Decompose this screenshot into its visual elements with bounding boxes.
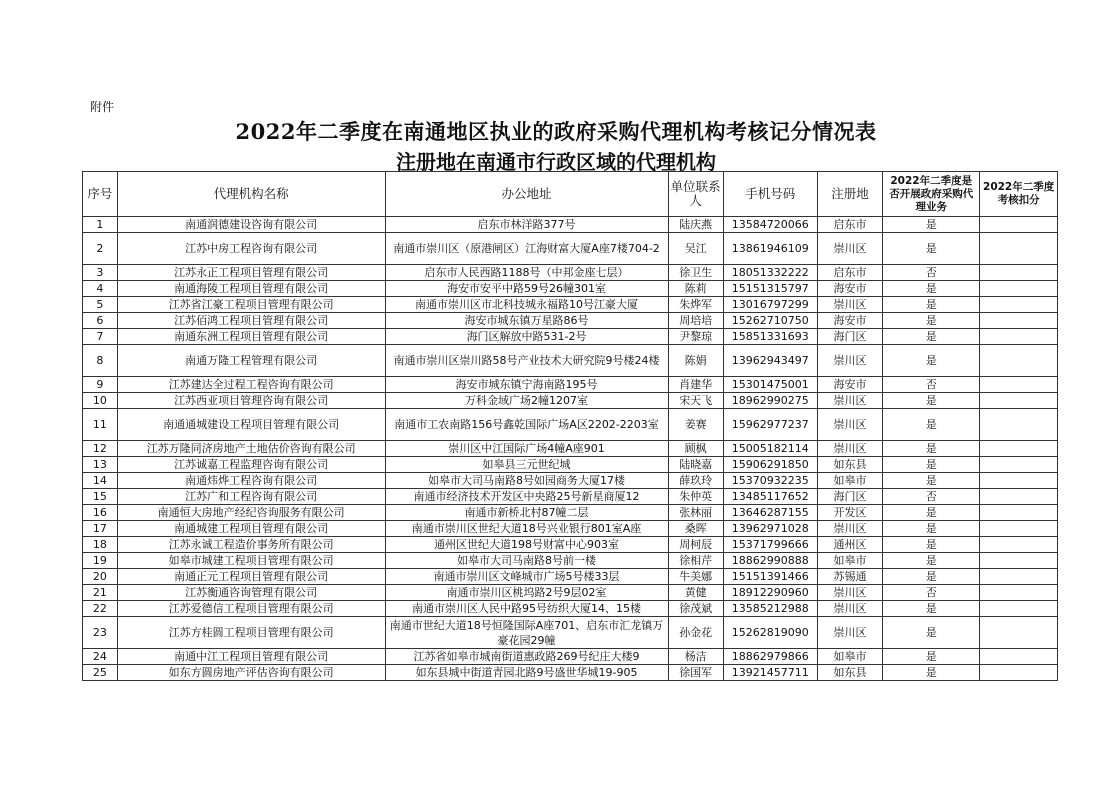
cell-index: 1 <box>83 217 118 233</box>
cell-deduction <box>980 521 1058 537</box>
cell-index: 8 <box>83 345 118 377</box>
cell-address: 通州区世纪大道198号财富中心903室 <box>385 537 668 553</box>
col-header-index: 序号 <box>83 172 118 217</box>
table-row <box>83 569 1058 585</box>
table-row <box>83 345 1058 377</box>
cell-contact: 牛美娜 <box>668 569 723 585</box>
cell-region: 崇川区 <box>817 233 882 265</box>
cell-region: 启东市 <box>817 265 882 281</box>
cell-business: 是 <box>883 329 980 345</box>
cell-name: 南通东洲工程项目管理有限公司 <box>117 329 385 345</box>
table-row <box>83 457 1058 473</box>
cell-deduction <box>980 281 1058 297</box>
table-row <box>83 297 1058 313</box>
cell-name: 江苏万隆同济房地产土地估价咨询有限公司 <box>117 441 385 457</box>
cell-address: 海安市安平中路59号26幢301室 <box>385 281 668 297</box>
cell-address: 南通市崇川区人民中路95号纺织大厦14、15楼 <box>385 601 668 617</box>
page-title: 2022年二季度在南通地区执业的政府采购代理机构考核记分情况表 <box>235 119 877 144</box>
cell-contact: 徐卫生 <box>668 265 723 281</box>
cell-address: 海门区解放中路531-2号 <box>385 329 668 345</box>
cell-deduction <box>980 505 1058 521</box>
cell-phone: 13585212988 <box>723 601 817 617</box>
cell-business: 是 <box>883 569 980 585</box>
cell-business: 否 <box>883 489 980 505</box>
cell-business: 是 <box>883 617 980 649</box>
cell-index: 6 <box>83 313 118 329</box>
cell-contact: 朱烨军 <box>668 297 723 313</box>
cell-contact: 杨洁 <box>668 649 723 665</box>
cell-business: 是 <box>883 457 980 473</box>
cell-deduction <box>980 649 1058 665</box>
cell-name: 南通正元工程项目管理有限公司 <box>117 569 385 585</box>
cell-phone: 13485117652 <box>723 489 817 505</box>
cell-contact: 陈娟 <box>668 345 723 377</box>
cell-deduction <box>980 569 1058 585</box>
cell-name: 南通通城建设工程项目管理有限公司 <box>117 409 385 441</box>
cell-address: 南通市崇川区桃坞路2号9层02室 <box>385 585 668 601</box>
cell-index: 19 <box>83 553 118 569</box>
cell-phone: 18862990888 <box>723 553 817 569</box>
cell-index: 4 <box>83 281 118 297</box>
col-header-business: 2022年二季度是否开展政府采购代理业务 <box>883 172 980 217</box>
cell-name: 江苏佰鸿工程项目管理有限公司 <box>117 313 385 329</box>
cell-contact: 徐茂斌 <box>668 601 723 617</box>
cell-region: 崇川区 <box>817 585 882 601</box>
cell-index: 2 <box>83 233 118 265</box>
cell-business: 是 <box>883 233 980 265</box>
cell-address: 海安市城东镇万星路86号 <box>385 313 668 329</box>
cell-index: 25 <box>83 665 118 681</box>
cell-address: 万科金域广场2幢1207室 <box>385 393 668 409</box>
cell-name: 江苏西亚项目管理咨询有限公司 <box>117 393 385 409</box>
table-row <box>83 585 1058 601</box>
cell-index: 3 <box>83 265 118 281</box>
cell-index: 13 <box>83 457 118 473</box>
cell-business: 是 <box>883 473 980 489</box>
table-row <box>83 393 1058 409</box>
cell-address: 南通市世纪大道18号恒隆国际A座701、启东市汇龙镇万豪花园29幢 <box>385 617 668 649</box>
attachment-label: 附件 <box>90 100 115 114</box>
cell-name: 江苏衡通咨询管理有限公司 <box>117 585 385 601</box>
cell-phone: 15262710750 <box>723 313 817 329</box>
cell-contact: 陆晓嘉 <box>668 457 723 473</box>
cell-region: 海安市 <box>817 313 882 329</box>
col-header-phone: 手机号码 <box>723 172 817 217</box>
cell-phone: 13646287155 <box>723 505 817 521</box>
cell-deduction <box>980 537 1058 553</box>
cell-contact: 陆庆燕 <box>668 217 723 233</box>
cell-address: 南通市崇川区世纪大道18号兴业银行801室A座 <box>385 521 668 537</box>
cell-index: 9 <box>83 377 118 393</box>
cell-name: 江苏中房工程咨询有限公司 <box>117 233 385 265</box>
table-row <box>83 281 1058 297</box>
cell-name: 江苏爱德信工程项目管理有限公司 <box>117 601 385 617</box>
cell-name: 南通润德建设咨询有限公司 <box>117 217 385 233</box>
cell-phone: 13861946109 <box>723 233 817 265</box>
cell-phone: 15370932235 <box>723 473 817 489</box>
cell-phone: 15005182114 <box>723 441 817 457</box>
cell-region: 崇川区 <box>817 601 882 617</box>
cell-region: 崇川区 <box>817 521 882 537</box>
cell-index: 22 <box>83 601 118 617</box>
cell-address: 启东市林洋路377号 <box>385 217 668 233</box>
cell-business: 是 <box>883 537 980 553</box>
cell-index: 7 <box>83 329 118 345</box>
cell-address: 崇川区中江国际广场4幢A座901 <box>385 441 668 457</box>
cell-index: 12 <box>83 441 118 457</box>
table-row <box>83 665 1058 681</box>
cell-contact: 孙金花 <box>668 617 723 649</box>
cell-name: 南通中江工程项目管理有限公司 <box>117 649 385 665</box>
cell-deduction <box>980 601 1058 617</box>
table-row <box>83 505 1058 521</box>
cell-address: 启东市人民西路1188号（中邦金座七层） <box>385 265 668 281</box>
cell-phone: 13962943497 <box>723 345 817 377</box>
cell-business: 是 <box>883 281 980 297</box>
cell-phone: 18962990275 <box>723 393 817 409</box>
cell-contact: 陈莉 <box>668 281 723 297</box>
table-row <box>83 537 1058 553</box>
col-header-name: 代理机构名称 <box>117 172 385 217</box>
cell-contact: 姜赛 <box>668 409 723 441</box>
cell-phone: 15262819090 <box>723 617 817 649</box>
cell-index: 17 <box>83 521 118 537</box>
cell-index: 23 <box>83 617 118 649</box>
table-row <box>83 553 1058 569</box>
cell-phone: 15301475001 <box>723 377 817 393</box>
cell-deduction <box>980 409 1058 441</box>
cell-region: 崇川区 <box>817 297 882 313</box>
cell-deduction <box>980 457 1058 473</box>
cell-business: 是 <box>883 217 980 233</box>
cell-name: 江苏诚嘉工程监理咨询有限公司 <box>117 457 385 473</box>
cell-address: 南通市崇川区市北科技城永福路10号江豪大厦 <box>385 297 668 313</box>
table-row <box>83 473 1058 489</box>
cell-index: 10 <box>83 393 118 409</box>
cell-phone: 15962977237 <box>723 409 817 441</box>
cell-phone: 13921457711 <box>723 665 817 681</box>
cell-contact: 顾枫 <box>668 441 723 457</box>
cell-index: 16 <box>83 505 118 521</box>
cell-deduction <box>980 393 1058 409</box>
table-row <box>83 329 1058 345</box>
cell-region: 启东市 <box>817 217 882 233</box>
cell-deduction <box>980 377 1058 393</box>
table-row <box>83 649 1058 665</box>
cell-region: 如皋市 <box>817 553 882 569</box>
table-row <box>83 233 1058 265</box>
cell-address: 南通市崇川区（原港闸区）江海财富大厦A座7楼704-2 <box>385 233 668 265</box>
col-header-contact: 单位联系人 <box>668 172 723 217</box>
cell-deduction <box>980 313 1058 329</box>
col-header-region: 注册地 <box>817 172 882 217</box>
cell-name: 江苏永诚工程造价事务所有限公司 <box>117 537 385 553</box>
cell-address: 如皋市大司马南路8号前一楼 <box>385 553 668 569</box>
cell-name: 如皋市城建工程项目管理有限公司 <box>117 553 385 569</box>
agency-table <box>82 171 1058 681</box>
cell-deduction <box>980 265 1058 281</box>
cell-address: 海安市城东镇宁海南路195号 <box>385 377 668 393</box>
cell-phone: 18912290960 <box>723 585 817 601</box>
cell-phone: 15851331693 <box>723 329 817 345</box>
cell-name: 江苏方桂圆工程项目管理有限公司 <box>117 617 385 649</box>
cell-name: 南通炜烨工程咨询有限公司 <box>117 473 385 489</box>
cell-phone: 15371799666 <box>723 537 817 553</box>
table-row <box>83 313 1058 329</box>
cell-name: 南通恒大房地产经纪咨询服务有限公司 <box>117 505 385 521</box>
cell-region: 海安市 <box>817 281 882 297</box>
cell-business: 是 <box>883 393 980 409</box>
cell-region: 如东县 <box>817 457 882 473</box>
table-row <box>83 217 1058 233</box>
cell-region: 崇川区 <box>817 393 882 409</box>
cell-phone: 13016797299 <box>723 297 817 313</box>
cell-address: 如皋县三元世纪城 <box>385 457 668 473</box>
cell-business: 是 <box>883 345 980 377</box>
cell-index: 5 <box>83 297 118 313</box>
cell-index: 14 <box>83 473 118 489</box>
cell-address: 如皋市大司马南路8号如园商务大厦17楼 <box>385 473 668 489</box>
cell-contact: 桑晖 <box>668 521 723 537</box>
cell-index: 21 <box>83 585 118 601</box>
cell-address: 南通市经济技术开发区中央路25号新星商厦12 <box>385 489 668 505</box>
cell-deduction <box>980 617 1058 649</box>
cell-contact: 张林丽 <box>668 505 723 521</box>
cell-region: 苏锡通 <box>817 569 882 585</box>
cell-name: 如东方圆房地产评估咨询有限公司 <box>117 665 385 681</box>
cell-name: 南通海陵工程项目管理有限公司 <box>117 281 385 297</box>
cell-name: 南通城建工程项目管理有限公司 <box>117 521 385 537</box>
table-row <box>83 489 1058 505</box>
cell-business: 否 <box>883 265 980 281</box>
cell-address: 南通市新桥北村87幢二层 <box>385 505 668 521</box>
cell-deduction <box>980 345 1058 377</box>
cell-region: 崇川区 <box>817 441 882 457</box>
cell-contact: 徐国军 <box>668 665 723 681</box>
table-header-row <box>83 172 1058 217</box>
cell-index: 18 <box>83 537 118 553</box>
table-row <box>83 521 1058 537</box>
cell-index: 20 <box>83 569 118 585</box>
cell-region: 海门区 <box>817 329 882 345</box>
cell-deduction <box>980 473 1058 489</box>
cell-address: 南通市崇川区崇川路58号产业技术大研究院9号楼24楼 <box>385 345 668 377</box>
cell-deduction <box>980 233 1058 265</box>
cell-address: 南通市工农南路156号鑫乾国际广场A区2202-2203室 <box>385 409 668 441</box>
cell-business: 是 <box>883 313 980 329</box>
cell-region: 崇川区 <box>817 345 882 377</box>
cell-deduction <box>980 217 1058 233</box>
cell-name: 江苏建达全过程工程咨询有限公司 <box>117 377 385 393</box>
cell-region: 如皋市 <box>817 649 882 665</box>
cell-name: 江苏永正工程项目管理有限公司 <box>117 265 385 281</box>
cell-business: 是 <box>883 665 980 681</box>
cell-contact: 吴江 <box>668 233 723 265</box>
cell-business: 是 <box>883 649 980 665</box>
cell-deduction <box>980 297 1058 313</box>
cell-region: 如东县 <box>817 665 882 681</box>
cell-phone: 18862979866 <box>723 649 817 665</box>
cell-deduction <box>980 441 1058 457</box>
cell-index: 24 <box>83 649 118 665</box>
table-row <box>83 409 1058 441</box>
cell-deduction <box>980 585 1058 601</box>
cell-address: 江苏省如皋市城南街道惠政路269号纪庄大楼9 <box>385 649 668 665</box>
cell-business: 是 <box>883 441 980 457</box>
table-row <box>83 377 1058 393</box>
cell-region: 如皋市 <box>817 473 882 489</box>
cell-deduction <box>980 665 1058 681</box>
cell-phone: 15151315797 <box>723 281 817 297</box>
table-row <box>83 441 1058 457</box>
cell-business: 是 <box>883 601 980 617</box>
cell-contact: 肖建华 <box>668 377 723 393</box>
cell-index: 15 <box>83 489 118 505</box>
cell-contact: 黄健 <box>668 585 723 601</box>
cell-name: 南通万隆工程管理有限公司 <box>117 345 385 377</box>
cell-index: 11 <box>83 409 118 441</box>
table-row <box>83 265 1058 281</box>
cell-address: 如东县城中街道青园北路9号盛世华城19-905 <box>385 665 668 681</box>
cell-name: 江苏省江豪工程项目管理有限公司 <box>117 297 385 313</box>
cell-contact: 徐相芹 <box>668 553 723 569</box>
col-header-deduction: 2022年二季度考核扣分 <box>980 172 1058 217</box>
cell-region: 崇川区 <box>817 617 882 649</box>
cell-business: 是 <box>883 553 980 569</box>
cell-region: 海安市 <box>817 377 882 393</box>
table-row <box>83 601 1058 617</box>
cell-business: 否 <box>883 377 980 393</box>
cell-phone: 15151391466 <box>723 569 817 585</box>
cell-business: 是 <box>883 297 980 313</box>
col-header-address: 办公地址 <box>385 172 668 217</box>
cell-business: 是 <box>883 505 980 521</box>
cell-phone: 13962971028 <box>723 521 817 537</box>
cell-deduction <box>980 489 1058 505</box>
cell-region: 开发区 <box>817 505 882 521</box>
page-subtitle: 注册地在南通市行政区域的代理机构 <box>396 150 716 174</box>
cell-contact: 宋天飞 <box>668 393 723 409</box>
cell-business: 否 <box>883 585 980 601</box>
cell-phone: 15906291850 <box>723 457 817 473</box>
cell-contact: 周柯辰 <box>668 537 723 553</box>
cell-deduction <box>980 553 1058 569</box>
cell-contact: 周培培 <box>668 313 723 329</box>
cell-address: 南通市崇川区文峰城市广场5号楼33层 <box>385 569 668 585</box>
cell-phone: 18051332222 <box>723 265 817 281</box>
cell-deduction <box>980 329 1058 345</box>
cell-name: 江苏广和工程咨询有限公司 <box>117 489 385 505</box>
cell-region: 崇川区 <box>817 409 882 441</box>
cell-region: 通州区 <box>817 537 882 553</box>
cell-contact: 尹黎琼 <box>668 329 723 345</box>
cell-business: 是 <box>883 521 980 537</box>
cell-phone: 13584720066 <box>723 217 817 233</box>
cell-contact: 薛玖玲 <box>668 473 723 489</box>
cell-region: 海门区 <box>817 489 882 505</box>
cell-business: 是 <box>883 409 980 441</box>
cell-contact: 朱仲英 <box>668 489 723 505</box>
table-row <box>83 617 1058 649</box>
